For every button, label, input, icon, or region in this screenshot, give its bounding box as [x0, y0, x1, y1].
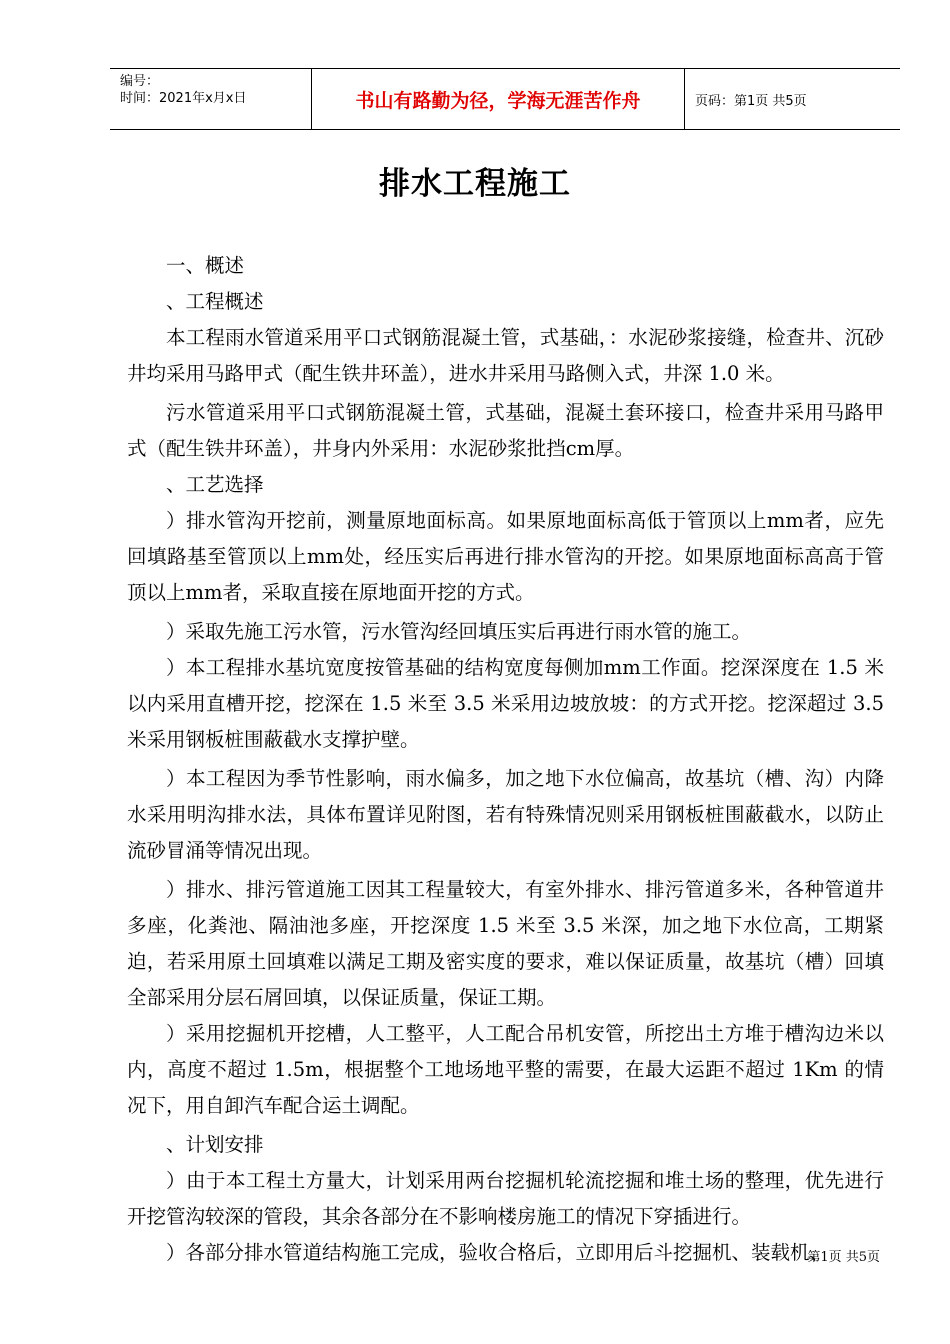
header-left-cell — [110, 69, 311, 129]
subsection-heading: 、计划安排 — [166, 1133, 264, 1156]
paragraph: ）由于本工程土方量大，计划采用两台挖掘机轮流挖掘和堆土场的整理，优先进行开挖管沟较深的管段，其余各部分在不影响楼房施工的情况下穿插进行。 — [127, 1169, 884, 1228]
paragraph: ）采取先施工污水管，污水管沟经回填压实后再进行雨水管的施工。 — [166, 620, 752, 643]
section-heading: 一、概述 — [166, 254, 245, 277]
paragraph: 本工程雨水管道采用平口式钢筋混凝土管，式基础，：水泥砂浆接缝，检查井、沉砂井均采用马路甲式（配生铁井环盖），进水井采用马路侧入式，井深 1.0 米。 — [127, 326, 884, 385]
paragraph: ）排水管沟开挖前，测量原地面标高。如果原地面标高低于管顶以上mm者，应先回填路基至管顶以上mm处，经压实后再进行排水管沟的开挖。如果原地面标高高于管顶以上mm者，采取直接在原地面开挖的方式。 — [127, 509, 884, 604]
paragraph: 污水管道采用平口式钢筋混凝土管，式基础，混凝土套环接口，检查井采用马路甲式（配生铁井环盖），井身内外采用：水泥砂浆批挡cm厚。 — [127, 401, 884, 460]
header-page-info: 页码：第1页 共5页 — [695, 93, 807, 109]
paragraph: ）各部分排水管道结构施工完成，验收合格后，立即用后斗挖掘机、装载机、 — [166, 1241, 830, 1264]
subsection-heading: 、工艺选择 — [166, 473, 264, 496]
paragraph: ）本工程因为季节性影响，雨水偏多，加之地下水位偏高，故基坑（槽、沟）内降水采用明沟排水法，具体布置详见附图，若有特殊情况则采用钢板桩围蔽截水，以防止流砂冒涌等情况出现。 — [127, 767, 884, 862]
header-motto: 书山有路勤为径，学海无涯苦作舟 — [311, 69, 685, 129]
subsection-heading: 、工程概述 — [166, 290, 264, 313]
document-time-label: 时间：2021年x月x日 — [120, 91, 247, 106]
document-number-label: 编号： — [120, 74, 160, 89]
paragraph: ）采用挖掘机开挖槽，人工整平，人工配合吊机安管，所挖出土方堆于槽沟边米以内，高度不超过 1.5m，根据整个工地场地平整的需要，在最大运距不超过 1Km 的情况下，用自卸汽车配合运土调配。 — [127, 1022, 884, 1117]
paragraph: ）本工程排水基坑宽度按管基础的结构宽度每侧加mm工作面。挖深深度在 1.5 米以内采用直槽开挖，挖深在 1.5 米至 3.5 米采用边坡放坡：的方式开挖。挖深超过 3.5 米采用钢板桩围蔽截水支撑护壁。 — [127, 656, 884, 751]
paragraph: ）排水、排污管道施工因其工程量较大，有室外排水、排污管道多米，各种管道井多座，化粪池、隔油池多座，开挖深度 1.5 米至 3.5 米深，加之地下水位高，工期紧迫，若采用原土回填难以满足工期及密实度的要求，难以保证质量，故基坑（槽）回填全部采用分层石屑回填，以保证质量，保证工期。 — [127, 878, 884, 1009]
document-title: 排水工程施工 — [379, 166, 571, 202]
document-body — [127, 248, 884, 1271]
header-table — [110, 68, 900, 130]
page-footer: 第1页 共5页 — [807, 1250, 880, 1265]
